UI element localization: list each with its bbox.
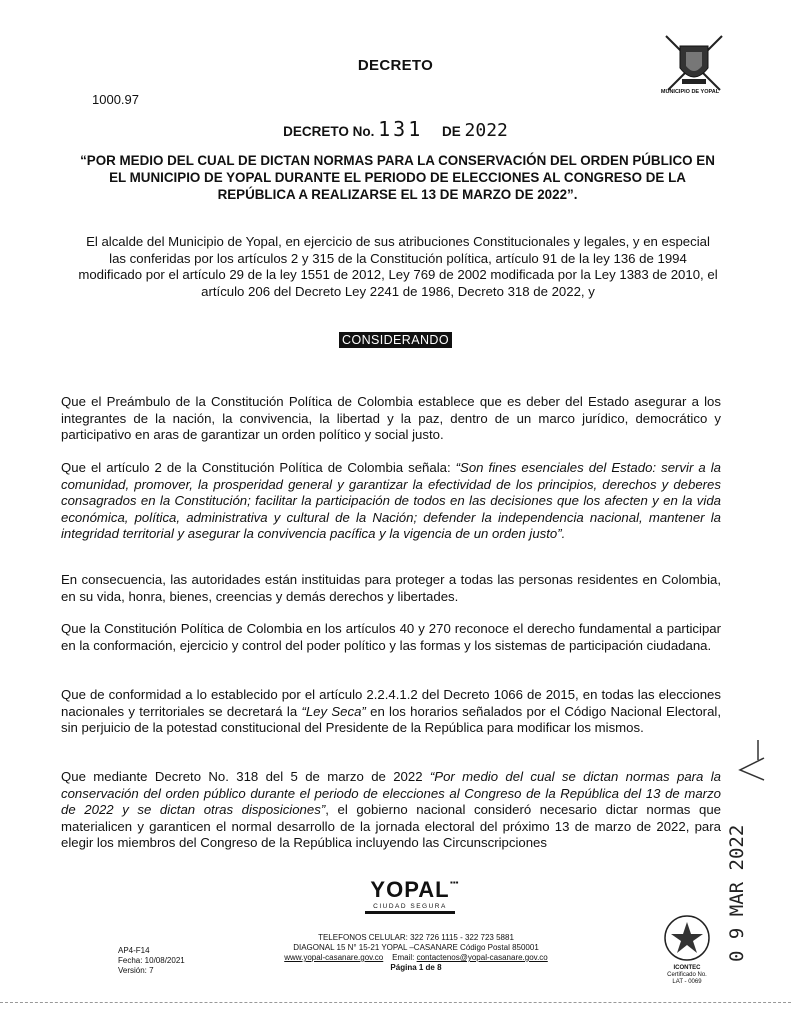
- cert-label: Certificado No.: [667, 972, 707, 978]
- footer-mark: ▪▪▪: [450, 878, 459, 887]
- decree-number-line: [0, 117, 791, 141]
- decree-number: 131: [378, 117, 424, 141]
- footer-logo-sub: CIUDAD SEGURA: [373, 903, 447, 910]
- form-info: [118, 946, 185, 976]
- paragraph-5-a: Que de conformidad a lo establecido por el artículo 2.2.4.1.2 del Decreto 1066 de 2015, en todas las elecciones nacionales y territoriales se decretará la: [61, 687, 721, 719]
- preamble: El alcalde del Municipio de Yopal, en ejercicio de sus atribuciones Constitucionales y legales, y en especial las conferidas por los artículos 2 y 315 de la Constitución política, artículo 91 de la ley 136 de 1994 modificado por el artículo 29 de la ley 1551 de 2012, Ley 769 de 2002 modificada por la Ley 1383 de 2010, el artículo 206 del Decreto Ley 2241 de 1986, Decreto 318 de 2022, y: [78, 234, 718, 299]
- paragraph-2-quote: “Son fines esenciales del Estado: servir a la comunidad, promover, la prosperidad general y garantizar la efectividad de los principios, derechos y deberes consagrados en la Constitución; facilitar la participación de todos en las decisiones que los afecten y en la vida económica, política, administrativa y cultural de la Nación; defender la independencia nacional, mantener la integridad territorial y asegurar la convivencia pacífica y la vigencia de un orden justo”.: [61, 460, 721, 542]
- stamp-date: 0 9 MAR 2022: [726, 824, 748, 962]
- document-type-title: DECRETO: [357, 57, 434, 74]
- footer-logo-bar: [365, 911, 455, 914]
- email-label: Email:: [392, 953, 417, 962]
- page-number: Página 1 de 8: [390, 963, 442, 972]
- icontec-seal-icon: [663, 914, 711, 962]
- cert-org: ICONTEC: [673, 965, 701, 971]
- paragraph-6: [61, 769, 721, 852]
- footer-yopal-logo: [355, 877, 465, 914]
- decree-de: DE: [442, 124, 461, 139]
- paragraph-6-c: , el gobierno nacional consideró necesario dictar normas que materialicen y garanticen el normal desarrollo de la jornada electoral del próximo 13 de marzo de 2022, para elegir los miembros del Congreso de la República incluyendo las Circunscripciones: [61, 802, 721, 851]
- paragraph-3: En consecuencia, las autoridades están instituidas para proteger a todas las personas residentes en Colombia, en su vida, honra, bienes, creencias y demás derechos y libertades.: [61, 572, 721, 604]
- paragraph-6-a: Que mediante Decreto No. 318 del 5 de marzo de 2022: [61, 769, 430, 784]
- form-date: Fecha: 10/08/2021: [118, 956, 185, 965]
- decree-year: 2022: [464, 120, 508, 141]
- bottom-scan-line: [0, 1002, 791, 1003]
- paragraph-2-intro: Que el artículo 2 de la Constitución Política de Colombia señala:: [61, 460, 456, 475]
- yopal-coat-of-arms-icon: [662, 32, 726, 96]
- contact-info: [266, 933, 566, 973]
- decree-label: DECRETO No.: [283, 124, 375, 139]
- margin-arrow-mark-icon: [736, 740, 768, 786]
- email-link[interactable]: contactenos@yopal-casanare.gov.co: [416, 953, 548, 962]
- contact-address: DIAGONAL 15 N° 15-21 YOPAL –CASANARE Código Postal 850001: [293, 943, 539, 952]
- decree-title: “POR MEDIO DEL CUAL DE DICTAN NORMAS PARA LA CONSERVACIÓN DEL ORDEN PÚBLICO EN EL MUNICIPIO DE YOPAL DURANTE EL PERIODO DE ELECCIONES AL CONGRESO DE LA REPÚBLICA A REALIZARSE EL 13 DE MARZO DE 2022”.: [80, 153, 715, 202]
- paragraph-2: [61, 460, 721, 543]
- footer-logo-word: YOPAL: [370, 877, 450, 902]
- contact-phones: TELEFONOS CELULAR: 322 726 1115 - 322 723 5881: [318, 933, 514, 942]
- form-code: AP4-F14: [118, 946, 150, 955]
- document-code: 1000.97: [92, 92, 139, 107]
- form-version: Versión: 7: [118, 966, 154, 975]
- logo-caption: MUNICIPIO DE YOPAL: [660, 89, 720, 95]
- paragraph-1: Que el Preámbulo de la Constitución Política de Colombia establece que es deber del Estado asegurar a los integrantes de la nación, la convivencia, la libertad y la paz, dentro de un marco jurídico, democrático y participativo en aras de garantizar un orden político y social justo.: [61, 394, 721, 443]
- considerando-label: CONSIDERANDO: [339, 332, 452, 348]
- icontec-certification: [657, 914, 717, 1010]
- received-date-stamp: [726, 824, 766, 962]
- cert-number: LAT - 0069: [672, 979, 702, 985]
- paragraph-5-c: en los horarios señalados por el Código Nacional Electoral, sin perjuicio de la potestad constitucional del Presidente de la República para modificar los mismos.: [61, 703, 721, 736]
- paragraph-6-quote: “Por medio del cual se dictan normas para la conservación del orden público durante el periodo de elecciones al Congreso de la República del 13 de marzo de 2022 y se dictan otras disposiciones”: [61, 769, 721, 818]
- considerando-heading: [0, 331, 791, 349]
- paragraph-5-ley-seca: “Ley Seca”: [301, 703, 366, 719]
- paragraph-4: Que la Constitución Política de Colombia en los artículos 40 y 270 reconoce el derecho fundamental a participar en la conformación, ejercicio y control del poder político y las formas y los sistemas de participación ciudadana.: [61, 621, 721, 653]
- website-link[interactable]: www.yopal-casanare.gov.co: [284, 953, 384, 962]
- paragraph-5: [61, 687, 721, 737]
